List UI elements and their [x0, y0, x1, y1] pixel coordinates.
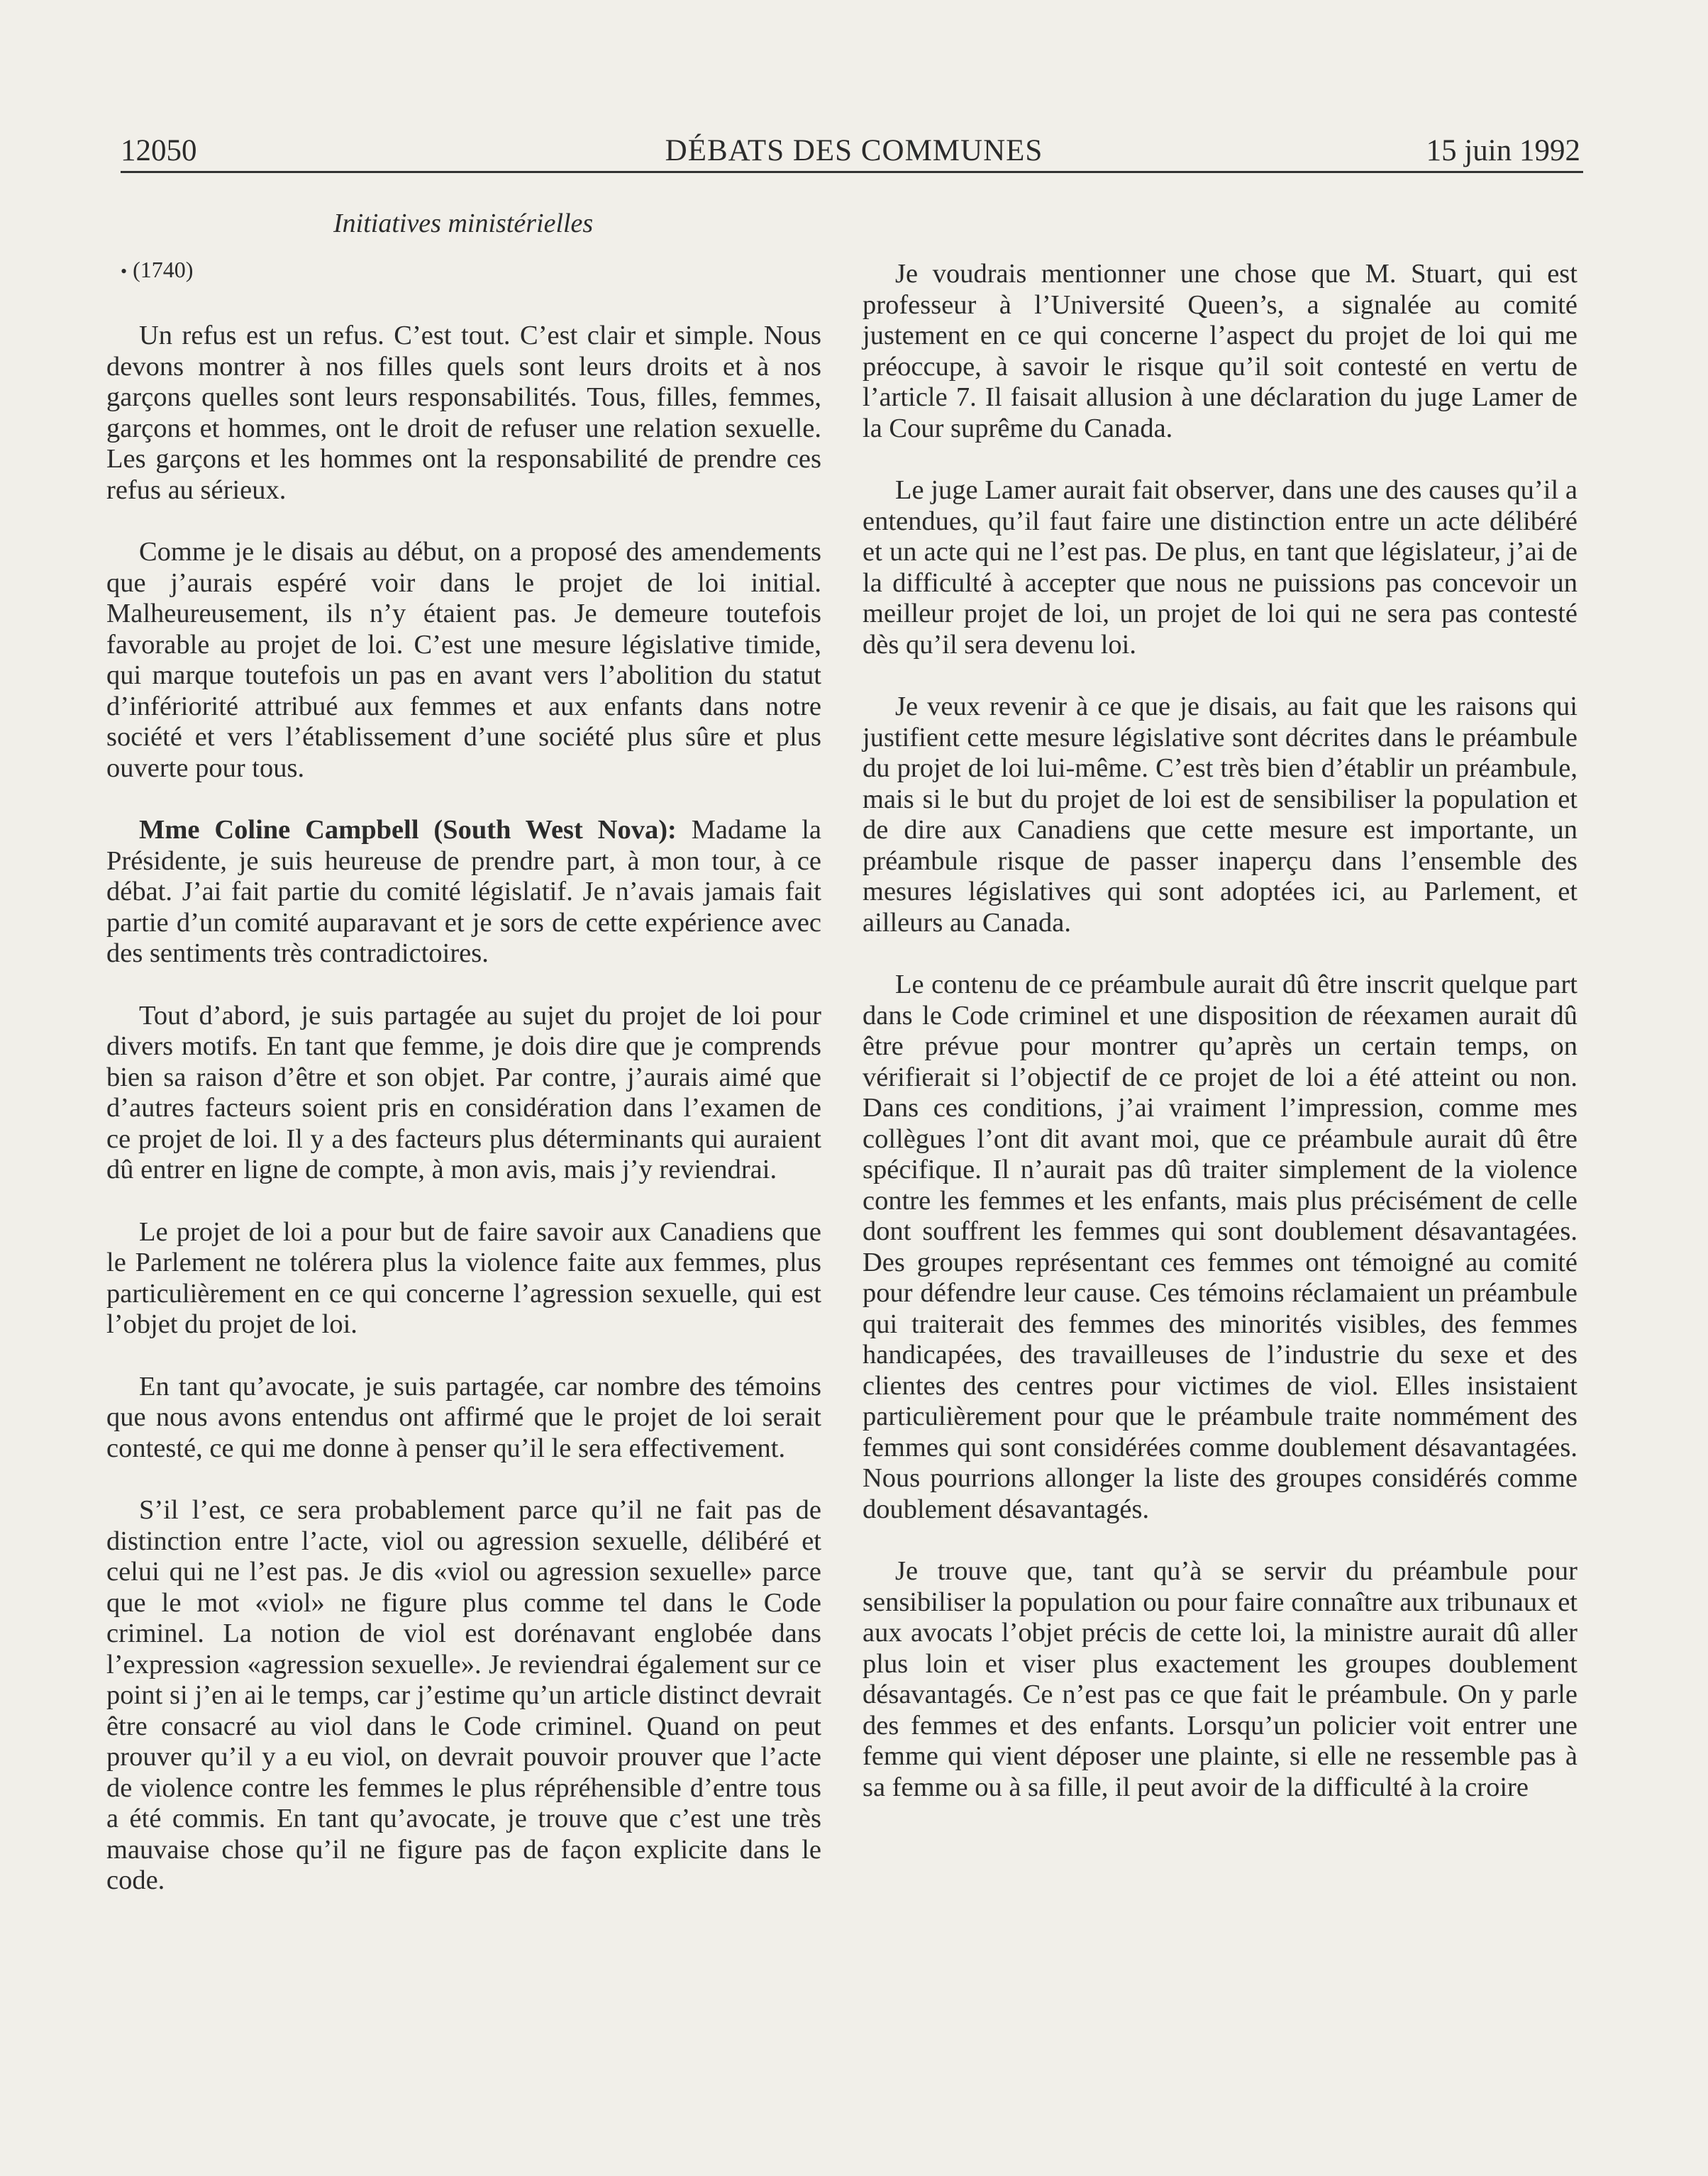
paragraph: Le juge Lamer aurait fait observer, dans une des causes qu’il a entendues, qu’il faut faire une distinction entre un acte délibéré et un acte qui ne l’est pas. De plus, en tant que législateur, j’ai de la difficulté à accepter que nous ne puissions pas concevoir un meilleur projet de loi, un projet de loi qui ne sera pas contesté dès qu’il sera devenu loi.: [863, 475, 1577, 660]
paragraph: Le contenu de ce préambule aurait dû être inscrit quelque part dans le Code criminel et une disposition de réexamen aurait dû être prévue pour montrer qu’après un certain temps, on vérifierait si l’objectif de ce projet de loi a été atteint ou non. Dans ces conditions, j’ai vraiment l’impression, comme mes collègues l’ont dit avant moi, que ce préambule aurait dû être spécifique. Il n’aurait pas dû traiter simplement de la violence contre les femmes et les enfants, mais plus précisément de celle dont souffrent les femmes qui sont doublement désavantagées. Des groupes représentant ces femmes ont témoigné au comité pour défendre leur cause. Ces témoins réclamaient un préambule qui traiterait des femmes des minorités visibles, des femmes handicapées, des travailleuses de l’industrie du sexe et des clientes des centres pour victimes de viol. Elles insistaient particulièrement pour que le préambule traite nommément des femmes qui sont considérées comme doublement désavantagées. Nous pourrions allonger la liste des groupes considérés comme doublement désavantagés.: [863, 970, 1577, 1524]
paragraph: En tant qu’avocate, je suis partagée, car nombre des témoins que nous avons entendus ont affirmé que le projet de loi serait contesté, ce qui me donne à penser qu’il le sera effectivement.: [106, 1371, 821, 1463]
left-column: [106, 321, 821, 1928]
paragraph: Tout d’abord, je suis partagée au sujet du projet de loi pour divers motifs. En tant que femme, je dois dire que je comprends bien sa raison d’être et son objet. Par contre, j’aurais aimé que d’autres facteurs soient pris en considération dans l’examen de ce projet de loi. Il y a des facteurs plus déterminants qui auraient dû entrer en ligne de compte, à mon avis, mais j’y reviendrai.: [106, 1000, 821, 1184]
speaker-text: Madame la Présidente, je suis heureuse de prendre part, à mon tour, à ce débat. J’ai fait partie du comité législatif. Je n’avais jamais fait partie d’un comité auparavant et je sors de cette expérience avec des sentiments très contradictoires.: [106, 815, 822, 968]
paragraph: Je veux revenir à ce que je disais, au fait que les raisons qui justifient cette mesure législative sont décrites dans le préambule du projet de loi lui-même. C’est très bien d’établir un préambule, mais si le but du projet de loi est de sensibiliser la population et de dire aux Canadiens que cette mesure est importante, un préambule risque de passer inaperçu dans l’ensemble des mesures législatives qui sont adoptées ici, au Parlement, et ailleurs au Canada.: [863, 692, 1577, 938]
right-column: [863, 259, 1577, 1834]
paragraph: S’il l’est, ce sera probablement parce qu’il ne fait pas de distinction entre l’acte, viol ou agression sexuelle, délibéré et celui qui ne l’est pas. Je dis «viol ou agression sexuelle» parce que le mot «viol» ne figure plus comme tel dans le Code criminel. La notion de viol est dorénavant englobée dans l’expression «agression sexuelle». Je reviendrai également sur ce point si j’en ai le temps, car j’estime qu’un article distinct devrait être consacré au viol dans le Code criminel. Quand on peut prouver qu’il y a eu viol, on devrait pouvoir prouver que l’acte de violence contre les femmes le plus répréhensible d’entre tous a été commis. En tant qu’avocate, je trouve que c’est une très mauvaise chose qu’il ne figure pas de façon explicite dans le code.: [106, 1495, 821, 1895]
header-rule: [121, 171, 1583, 173]
timestamp: [121, 255, 193, 286]
page-number: 12050: [121, 134, 197, 167]
paragraph: Comme je le disais au début, on a proposé des amendements que j’aurais espéré voir dans le projet de loi initial. Malheureusement, ils n’y étaient pas. Je demeure toutefois favorable au projet de loi. C’est une mesure législative timide, qui marque toutefois un pas en avant vers l’abolition du statut d’infériorité attribué aux femmes et aux enfants dans notre société et vers l’établissement d’une société plus sûre et plus ouverte pour tous.: [106, 537, 821, 783]
speaker-name: Mme Coline Campbell (South West Nova):: [139, 815, 677, 845]
bullet-icon: •: [121, 261, 128, 282]
timestamp-time: (1740): [133, 257, 194, 282]
paragraph: Un refus est un refus. C’est tout. C’est clair et simple. Nous devons montrer à nos filles quels sont leurs droits et à nos garçons quelles sont leurs responsabilités. Tous, filles, femmes, garçons et hommes, ont le droit de refuser une relation sexuelle. Les garçons et les hommes ont la responsabilité de prendre ces refus au sérieux.: [106, 321, 821, 505]
header-date: 15 juin 1992: [1426, 134, 1580, 167]
paragraph: Le projet de loi a pour but de faire savoir aux Canadiens que le Parlement ne tolérera plus la violence faite aux femmes, plus particulièrement en ce qui concerne l’agression sexuelle, qui est l’objet du projet de loi.: [106, 1216, 821, 1339]
paragraph: Je trouve que, tant qu’à se servir du préambule pour sensibiliser la population ou pour faire connaître aux tribunaux et aux avocats l’objet précis de cette loi, la ministre aurait dû aller plus loin et viser plus exactement les groupes doublement désavantagés. Ce n’est pas ce que fait le préambule. On y parle des femmes et des enfants. Lorsqu’un policier voit entrer une femme qui vient déposer une plainte, si elle ne ressemble pas à sa femme ou à sa fille, il peut avoir de la difficulté à la croire: [863, 1556, 1577, 1802]
running-header-title: DÉBATS DES COMMUNES: [665, 134, 1043, 167]
paragraph: Je voudrais mentionner une chose que M. Stuart, qui est professeur à l’Université Queen’s, a signalée au comité justement en ce qui concerne l’aspect du projet de loi qui me préoccupe, à savoir le risque qu’il soit contesté en vertu de l’article 7. Il faisait allusion à une déclaration du juge Lamer de la Cour suprême du Canada.: [863, 259, 1577, 443]
speaker-paragraph: [106, 815, 821, 970]
section-title: Initiatives ministérielles: [333, 209, 594, 238]
